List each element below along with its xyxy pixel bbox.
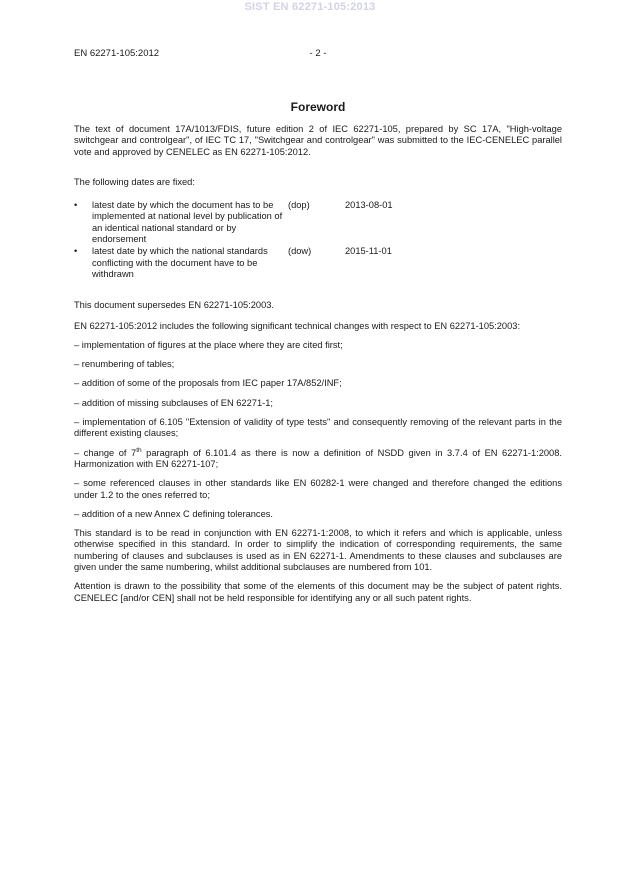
date-code: (dop): [288, 200, 310, 211]
change-item: – addition of a new Annex C defining tolerances.: [74, 508, 273, 519]
document-id: EN 62271-105:2012: [74, 48, 160, 59]
dates-list: [74, 200, 562, 280]
intro-paragraph: The text of document 17A/1013/FDIS, future edition 2 of IEC 62271-105, prepared by SC 17A, "High-voltage switchgear and controlgear", of IEC TC 17, "Switchgear and controlgear" was submitted to the IEC-CENELEC parallel vote and approved by CENELEC as EN 62271-105:2012.: [74, 124, 562, 157]
change-item-7th-paragraph: [74, 448, 562, 471]
bullet-icon: •: [74, 200, 78, 211]
document-body: [74, 100, 562, 612]
change-item: – addition of missing subclauses of EN 62271-1;: [74, 397, 273, 408]
dates-intro: The following dates are fixed:: [74, 176, 195, 187]
date-description: latest date by which the national standards conflicting with the document have to be withdrawn: [92, 246, 268, 279]
change-prefix: – change of 7: [74, 447, 137, 458]
page-number: - 2 -: [309, 48, 327, 59]
date-item-dop: [74, 200, 562, 245]
date-code: (dow): [288, 246, 312, 257]
change-item: – renumbering of tables;: [74, 359, 175, 370]
date-description: latest date by which the document has to be implemented at national level by publication of an identical national standard or by endorsement: [92, 200, 283, 245]
page-title: Foreword: [290, 100, 346, 114]
patent-paragraph: Attention is drawn to the possibility that some of the elements of this document may be the subject of patent rights. CENELEC [and/or CEN] shall not be held responsible for identifying any or all such patent rights.: [74, 581, 562, 603]
change-suffix: paragraph of 6.101.4 as there is now a definition of NSDD given in 3.7.4 of EN 62271-1:2008. Harmonization with EN 62271-107;: [74, 447, 562, 469]
change-item: – some referenced clauses in other standards like EN 60282-1 were changed and therefore changed the editions under 1.2 to the ones referred to;: [74, 478, 562, 500]
supersedes-paragraph: This document supersedes EN 62271-105:2003.: [74, 300, 275, 311]
bullet-icon: •: [74, 246, 78, 257]
conjunction-paragraph: This standard is to be read in conjunction with EN 62271-1:2008, to which it refers and which is applicable, unless otherwise specified in this standard. In order to simplify the indication of corresponding requirements, the same numbering of clauses and subclauses is used as in EN 62271-1. Amendments to these clauses and subclauses are given under the same numbering, whilst additional subclauses are numbered from 101.: [74, 528, 562, 573]
date-value: 2015-11-01: [345, 246, 392, 257]
date-item-dow: [74, 246, 562, 280]
change-item: – implementation of figures at the place where they are cited first;: [74, 339, 343, 350]
changes-intro: EN 62271-105:2012 includes the following significant technical changes with respect to EN 62271-105:2003:: [74, 320, 521, 331]
watermark: SIST EN 62271-105:2013: [244, 1, 376, 13]
change-item: – implementation of 6.105 "Extension of validity of type tests" and consequently removing of the relevant parts in the different existing clauses;: [74, 417, 562, 439]
change-item: – addition of some of the proposals from IEC paper 17A/852/INF;: [74, 378, 342, 389]
ordinal-superscript: th: [136, 446, 142, 454]
date-value: 2013-08-01: [345, 200, 393, 211]
